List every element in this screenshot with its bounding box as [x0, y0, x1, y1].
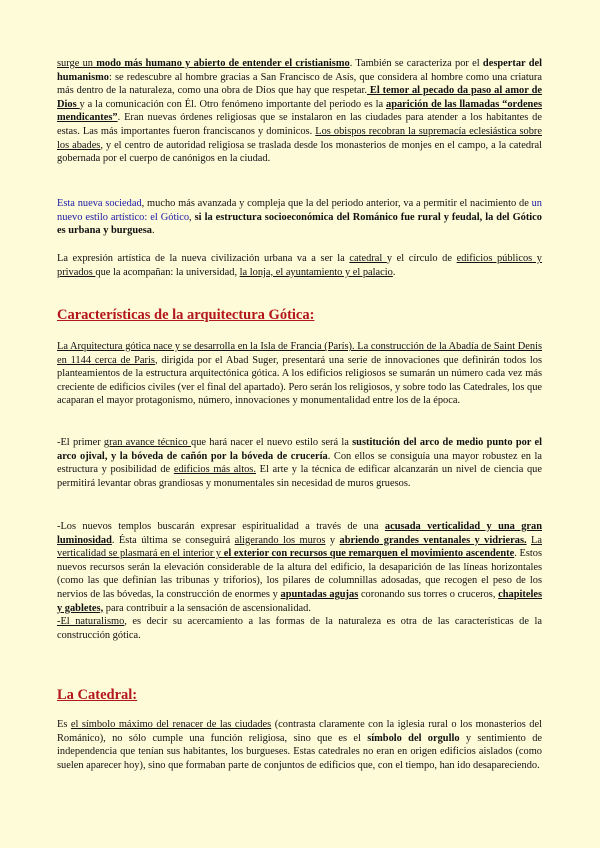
text-span: y [325, 534, 340, 546]
text-span: . [392, 266, 396, 278]
section-heading-gothic-characteristics: Características de la arquitectura Gótica: [57, 307, 315, 323]
text-span: La Arquitectura gótica nace y se desarrolla en la Isla de Francia (París). La construcción de la Abadía de Saint Denis en 1144 cerca de Paris [57, 341, 542, 366]
text-span: sustitución del arco de medio punto por el arco ojival, y la bóveda de cañón por la bóveda de crucería [57, 437, 542, 462]
text-span: la lonja, el ayuntamiento y el palacio [239, 266, 393, 278]
text-span: . Eran nuevas órdenes religiosas que se instalaron en las ciudades para atender a los habitantes de estas. Las más importantes fueron franciscanos y dominicos. [57, 112, 542, 137]
text-span: aparición de las llamadas “ordenes mendicantes” [57, 98, 542, 124]
text-span: , [189, 211, 195, 223]
text-span: (contrasta claramente con la iglesia rural o los monasterios del Románico), no sólo cumple una función religiosa, sino que es el [57, 719, 542, 744]
text-span: -El naturalismo [57, 616, 125, 628]
text-span: aligerando los muros [234, 534, 326, 546]
text-span: edificios más altos. [173, 464, 256, 476]
text-span: , mucho más avanzada y compleja que la del periodo anterior, va a permitir el nacimiento de [141, 198, 532, 209]
text-span: . También se caracteriza por el [349, 58, 483, 69]
text-span: La verticalidad se plasmará en el interior y [57, 534, 542, 560]
paragraph-cathedral [57, 718, 542, 772]
section-heading-cathedral: La Catedral: [57, 687, 138, 703]
text-span: que la acompañan: la universidad, [95, 266, 240, 278]
text-span: Los obispos recobran la supremacía eclesiástica sobre los abades [57, 125, 542, 151]
paragraph-technical-advance [57, 436, 542, 490]
text-span: gran avance técnico [103, 437, 192, 448]
text-span: para contribuir a la sensación de ascensionalidad. [103, 602, 311, 614]
text-span: y sentimiento de independencia que tenían sus habitantes, los burgueses. Estas catedrales no eran en origen edificios aislados (como suelen aparecer hoy), sino que formaban parte de conjuntos de edificios que, con el tiempo, han ido desapareciendo. [57, 732, 543, 771]
text-span: -El primer [57, 437, 104, 448]
paragraph-new-society [57, 197, 542, 238]
text-span: . Con ellos se consiguía una mayor robustez en la estructura y posibilidad de [57, 450, 542, 476]
text-span: que hará nacer el nuevo estilo será la [191, 437, 353, 448]
text-span: un nuevo estilo artístico: el Gótico [57, 198, 542, 223]
text-span: apuntadas agujas [280, 588, 359, 600]
text-span: el exterior con recursos que remarquen el movimiento ascendente [223, 548, 515, 560]
text-span: abriendo grandes ventanales y vidrieras. [339, 534, 527, 546]
text-span: Es [57, 719, 71, 730]
text-span: surge un [57, 58, 93, 69]
text-span: modo más humano y abierto de entender el cristianismo [92, 58, 350, 69]
text-span: catedral [349, 253, 387, 264]
text-span: . Ésta última se conseguirá [111, 534, 235, 546]
text-span: y a la comunicación con Él. Otro fenómeno importante del periodo es la [79, 98, 387, 110]
text-span: despertar del humanismo [57, 58, 542, 83]
text-span: -Los nuevos templos buscarán expresar espiritualidad a través de una [57, 521, 385, 532]
text-span: , es decir su acercamiento a las formas de la naturaleza es otra de las características de la construcción gótica. [57, 616, 542, 641]
text-span: . Estos nuevos recursos serán la elevación considerable de la altura del edificio, la desaparición de las líneas horizontales (como las que definían las tribunas y triforios), los pilares de columnillas adosadas, que recogen el peso de los nervios de las bóvedas, la construcción de enormes y [57, 548, 543, 600]
text-span: , dirigida por el Abad Suger, presentará una serie de innovaciones que definirán todos los planteamientos de la estructura arquitectónica gótica. A los edificios religiosos se sumarán un número cada vez más creciente de edificios civiles (ver el final del apartado). Pero serán los religiosos, y sobre todo las Catedrales, los que acaparan el mayor protagonismo, número, innovaciones y monumentalidad entre los de la época. [57, 354, 543, 407]
text-span: El temor al pecado da paso al amor de Dios [57, 85, 542, 110]
text-span: , y el centro de autoridad religiosa se traslada desde los monasterios de monjes en el campo, a la catedral gobernada por el cuerpo de canónigos en la ciudad. [57, 139, 542, 165]
text-span: : se redescubre al hombre gracias a San Francisco de Asís, que considera al hombre como una criatura más dentro de la naturaleza, como una obra de Dios que hay que respetar. [57, 71, 542, 97]
text-span: chapiteles y gabletes, [57, 588, 542, 614]
text-span: el símbolo máximo del renacer de las ciudades [70, 719, 272, 730]
paragraph-urban-expression [57, 252, 542, 279]
paragraph-verticality [57, 520, 542, 642]
paragraph-origin [57, 340, 542, 408]
text-span: símbolo del orgullo [367, 732, 460, 744]
text-span: si la estructura socioeconómica del Románico fue rural y feudal, la del Gótico es urbana y burguesa [57, 211, 542, 237]
text-span: El arte y la técnica de edificar alcanzarán un nivel de ciencia que permitirá levantar obras grandiosas y monumentales sin necesidad de muros gruesos. [57, 464, 542, 489]
text-span: Esta nueva sociedad [57, 198, 142, 209]
paragraph-humanism [57, 57, 542, 166]
text-span: edificios públicos y privados [57, 253, 542, 278]
text-span: acusada verticalidad y una gran luminosidad [57, 521, 542, 546]
text-span: La expresión artística de la nueva civilización urbana va a ser la [57, 253, 350, 264]
text-span: . [151, 225, 155, 237]
text-span: coronando sus torres o cruceros, [358, 588, 499, 600]
text-span: y el círculo de [386, 253, 457, 264]
